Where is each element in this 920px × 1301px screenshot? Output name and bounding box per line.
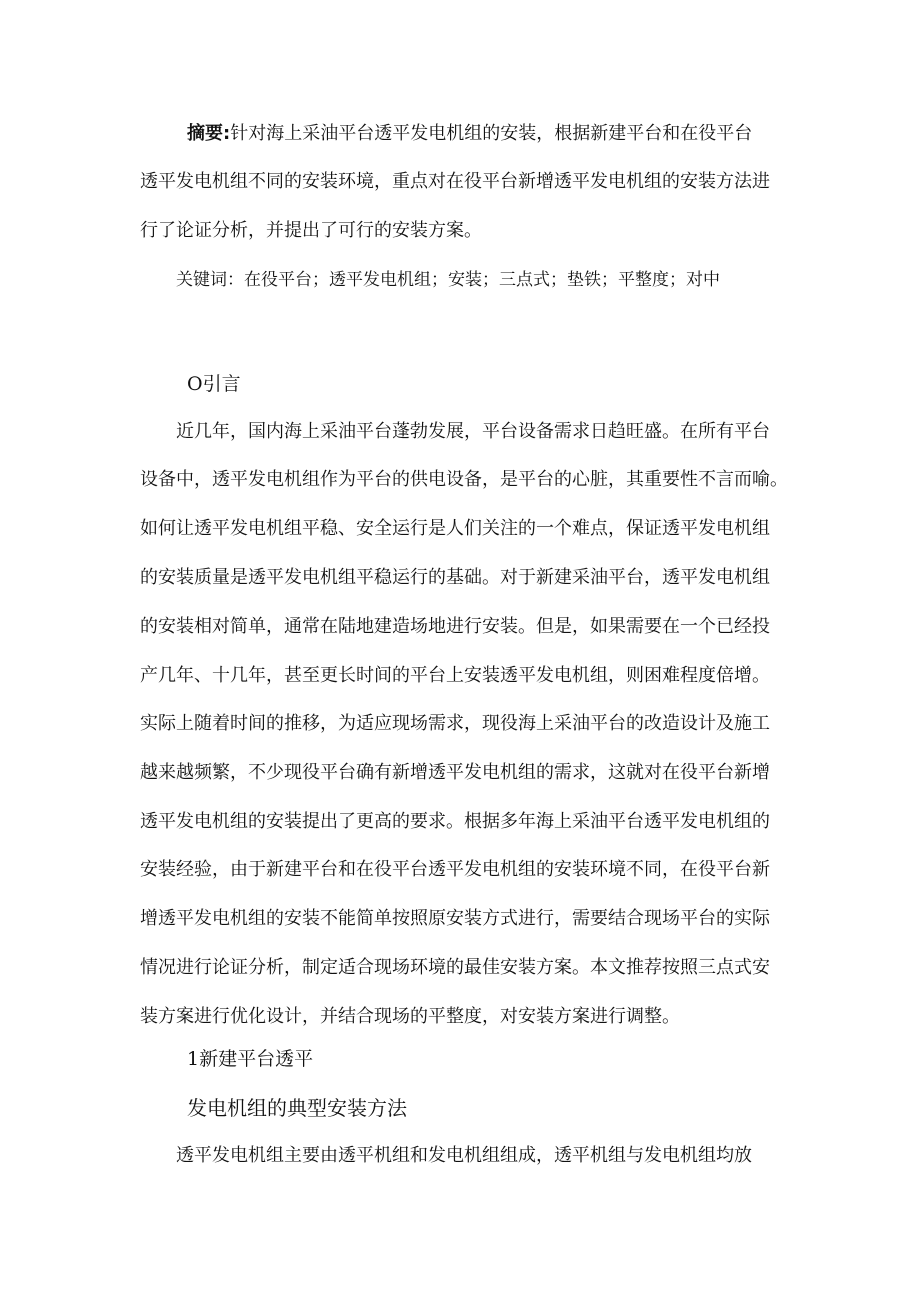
abstract-line-1 [187,122,752,146]
section-0-line-6: 产几年、十几年，甚至更长时间的平台上安装透平发电机组，则困难程度倍增。 [140,665,770,686]
section-0-line-8: 越来越频繁，不少现役平台确有新增透平发电机组的需求，这就对在役平台新增 [140,762,770,783]
section-0-line-11: 增透平发电机组的安装不能简单按照原安装方式进行，需要结合现场平台的实际 [140,908,770,929]
section-1-line-1: 透平发电机组主要由透平机组和发电机组组成，透平机组与发电机组均放 [176,1145,752,1166]
section-1-heading-line-1: 1新建平台透平 [187,1048,314,1070]
section-0-line-7: 实际上随着时间的推移，为适应现场需求，现役海上采油平台的改造设计及施工 [140,713,770,734]
section-0-line-4: 的安装质量是透平发电机组平稳运行的基础。对于新建采油平台，透平发电机组 [140,567,770,588]
section-0-line-9: 透平发电机组的安装提出了更高的要求。根据多年海上采油平台透平发电机组的 [140,811,770,832]
keywords-label: 关键词： [176,270,244,290]
section-1-heading-line-2: 发电机组的典型安装方法 [187,1096,407,1120]
abstract-text-1: 针对海上采油平台透平发电机组的安装，根据新建平台和在役平台 [230,123,753,144]
section-0-line-10: 安装经验，由于新建平台和在役平台透平发电机组的安装环境不同，在役平台新 [140,859,770,880]
section-0-line-5: 的安装相对简单，通常在陆地建造场地进行安装。但是，如果需要在一个已经投 [140,616,770,637]
abstract-label: 摘要: [187,123,231,144]
section-0-line-3: 如何让透平发电机组平稳、安全运行是人们关注的一个难点，保证透平发电机组 [140,518,770,539]
section-0-line-13: 装方案进行优化设计，并结合现场的平整度，对安装方案进行调整。 [140,1006,680,1027]
abstract-line-3: 行了论证分析，并提出了可行的安装方案。 [140,220,482,241]
section-0-line-12: 情况进行论证分析，制定适合现场环境的最佳安装方案。本文推荐按照三点式安 [140,957,770,978]
section-0-line-2: 设备中，透平发电机组作为平台的供电设备，是平台的心脏，其重要性不言而喻。 [140,469,788,490]
keywords-text: 在役平台；透平发电机组；安装；三点式；垫铁；平整度；对中 [244,270,720,290]
keywords-line [176,268,720,292]
section-0-heading: O引言 [187,373,241,395]
section-0-line-1: 近几年，国内海上采油平台蓬勃发展，平台设备需求日趋旺盛。在所有平台 [176,421,770,442]
abstract-line-2: 透平发电机组不同的安装环境，重点对在役平台新增透平发电机组的安装方法进 [140,171,770,192]
